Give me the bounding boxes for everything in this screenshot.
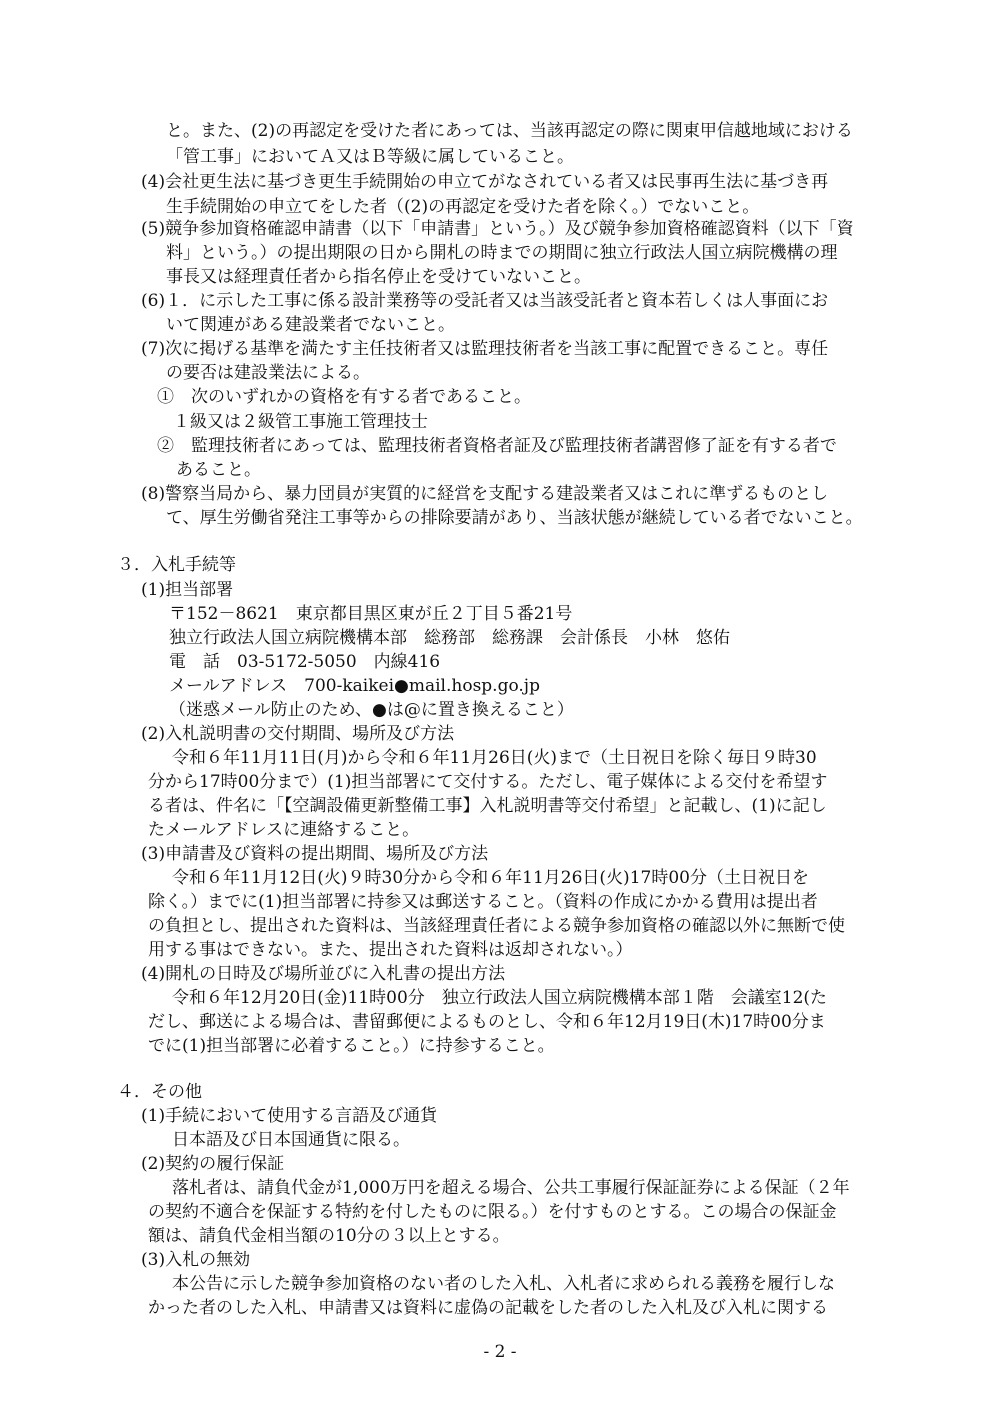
text-line: ① 次のいずれかの資格を有する者であること。 bbox=[157, 387, 531, 407]
text-line: 〒152－8621 東京都目黒区東が丘２丁目５番21号 bbox=[169, 604, 573, 624]
text-line: 本公告に示した競争参加資格のない者のした入札、入札者に求められる義務を履行しな bbox=[172, 1274, 835, 1294]
text-line: (1)担当部署 bbox=[141, 580, 234, 600]
text-line: 独立行政法人国立病院機構本部 総務部 総務課 会計係長 小林 悠佑 bbox=[169, 628, 730, 648]
text-line: の負担とし、提出された資料は、当該経理責任者による競争参加資格の確認以外に無断で使 bbox=[148, 916, 845, 936]
text-line: (8)警察当局から、暴力団員が実質的に経営を支配する建設業者又はこれに準ずるものとし bbox=[141, 484, 829, 504]
text-line: (4)開札の日時及び場所並びに入札書の提出方法 bbox=[141, 964, 506, 984]
email-address: メールアドレス 700-kaikei●mail.hosp.go.jp bbox=[169, 676, 540, 696]
text-line: 電 話 03-5172-5050 内線416 bbox=[169, 652, 441, 672]
page-number: - 2 - bbox=[483, 1342, 517, 1362]
text-line: １級又は２級管工事施工管理技士 bbox=[173, 412, 428, 432]
text-line: と。また、(2)の再認定を受けた者にあっては、当該再認定の際に関東甲信越地域における bbox=[166, 121, 853, 141]
text-line: いて関連がある建設業者でないこと。 bbox=[166, 315, 455, 335]
text-line: 事長又は経理責任者から指名停止を受けていないこと。 bbox=[166, 267, 591, 287]
text-line: 令和６年11月12日(火)９時30分から令和６年11月26日(火)17時00分（土日祝日を bbox=[172, 868, 809, 888]
text-line: (2)入札説明書の交付期間、場所及び方法 bbox=[141, 724, 455, 744]
text-line: 額は、請負代金相当額の10分の３以上とする。 bbox=[148, 1226, 510, 1246]
text-line: (3)申請書及び資料の提出期間、場所及び方法 bbox=[141, 844, 489, 864]
text-line: て、厚生労働省発注工事等からの排除要請があり、当該状態が継続している者でないこと。 bbox=[166, 508, 863, 528]
text-line: だし、郵送による場合は、書留郵便によるものとし、令和６年12月19日(木)17時00分ま bbox=[148, 1012, 826, 1032]
text-line: 料」という。）の提出期限の日から開札の時までの期間に独立行政法人国立病院機構の理 bbox=[166, 243, 838, 263]
text-line: (7)次に掲げる基準を満たす主任技術者又は監理技術者を当該工事に配置できること。専任 bbox=[141, 339, 829, 359]
text-line: たメールアドレスに連絡すること。 bbox=[148, 820, 420, 840]
text-line: 生手続開始の申立てをした者（(2)の再認定を受けた者を除く。）でないこと。 bbox=[166, 197, 760, 217]
text-line: る者は、件名に「【空調設備更新整備工事】入札説明書等交付希望」と記載し、(1)に記し bbox=[148, 796, 827, 816]
text-line: (6)１．に示した工事に係る設計業務等の受託者又は当該受託者と資本若しくは人事面にお bbox=[141, 291, 829, 311]
text-line: (2)契約の履行保証 bbox=[141, 1154, 285, 1174]
text-line: (5)競争参加資格確認申請書（以下「申請書」という。）及び競争参加資格確認資料（以下「資 bbox=[141, 219, 854, 239]
text-line: 分から17時00分まで）(1)担当部署にて交付する。ただし、電子媒体による交付を希望す bbox=[148, 772, 828, 792]
text-line: ② 監理技術者にあっては、監理技術者資格者証及び監理技術者講習修了証を有する者で bbox=[157, 436, 837, 456]
text-line: あること。 bbox=[176, 460, 261, 480]
text-line: かった者のした入札、申請書又は資料に虚偽の記載をした者のした入札及び入札に関する bbox=[148, 1298, 828, 1318]
text-line: （迷惑メール防止のため、●は@に置き換えること） bbox=[169, 700, 574, 720]
text-line: 用する事はできない。また、提出された資料は返却されない。） bbox=[148, 940, 633, 960]
text-line: (4)会社更生法に基づき更生手続開始の申立てがなされている者又は民事再生法に基づき再 bbox=[141, 172, 829, 192]
text-line: の契約不適合を保証する特約を付したものに限る。）を付すものとする。この場合の保証金 bbox=[148, 1202, 837, 1222]
text-line: でに(1)担当部署に必着すること。）に持参すること。 bbox=[148, 1036, 555, 1056]
section-heading: ４．その他 bbox=[117, 1082, 202, 1102]
text-line: 「管工事」においてＡ又はＢ等級に属していること。 bbox=[166, 147, 574, 167]
text-line: 除く。）までに(1)担当部署に持参又は郵送すること。（資料の作成にかかる費用は提出者 bbox=[148, 892, 818, 912]
text-line: (1)手続において使用する言語及び通貨 bbox=[141, 1106, 438, 1126]
text-line: 令和６年11月11日(月)から令和６年11月26日(火)まで（土日祝日を除く毎日９時30 bbox=[172, 748, 817, 768]
text-line: 日本語及び日本国通貨に限る。 bbox=[172, 1130, 410, 1150]
text-line: (3)入札の無効 bbox=[141, 1250, 251, 1270]
section-heading: ３．入札手続等 bbox=[117, 555, 236, 575]
text-line: 令和６年12月20日(金)11時00分 独立行政法人国立病院機構本部１階 会議室12(た bbox=[172, 988, 828, 1008]
text-line: の要否は建設業法による。 bbox=[166, 363, 370, 383]
text-line: 落札者は、請負代金が1,000万円を超える場合、公共工事履行保証証券による保証（２年 bbox=[172, 1178, 850, 1198]
